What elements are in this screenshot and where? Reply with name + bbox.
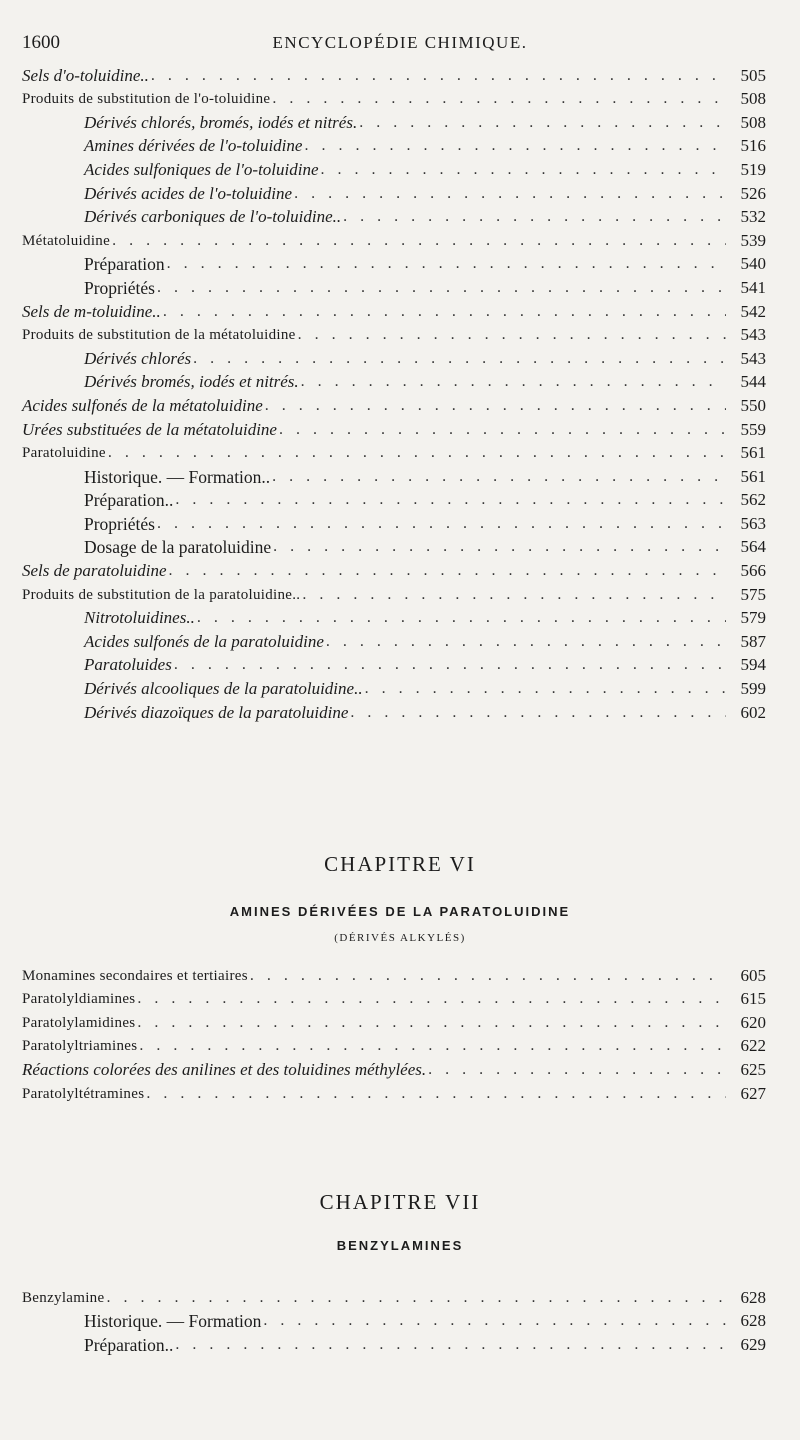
toc-entry: [22, 298, 766, 322]
toc-entry-page: 505: [740, 65, 766, 85]
toc-entry-page: 622: [740, 1036, 766, 1056]
dot-leader: [174, 655, 726, 675]
toc-entry: [22, 1284, 766, 1308]
toc-entry: [22, 1056, 766, 1080]
toc-entry-label: Sels de m-toluidine..: [22, 301, 161, 321]
toc-entry-label: Monamines secondaires et tertiaires: [22, 967, 248, 984]
toc-entry-page: 561: [740, 443, 766, 463]
toc-entry: [22, 322, 766, 346]
toc-entry-page: 629: [740, 1334, 766, 1354]
toc-entry: [22, 227, 766, 251]
toc-entry-label: Paratolylamidines: [22, 1014, 136, 1031]
toc-entry-label: Urées substituées de la métatoluidine: [22, 419, 277, 439]
toc-entry-label: Dérivés bromés, iodés et nitrés.: [84, 372, 299, 392]
dot-leader: [163, 302, 726, 322]
toc-entry-page: 627: [740, 1083, 766, 1103]
toc-entry: [22, 440, 766, 464]
toc-entry-page: 561: [740, 466, 766, 486]
toc-entry: [22, 487, 766, 511]
toc-entry: [22, 251, 766, 275]
dot-leader: [263, 1311, 726, 1331]
toc-entry-label: Dérivés acides de l'o-toluidine: [84, 183, 293, 203]
toc-entry-label: Historique. — Formation..: [84, 466, 271, 487]
toc-entry: [22, 581, 766, 605]
toc-entry-label: Paratolyltétramines: [22, 1085, 145, 1102]
dot-leader: [350, 703, 726, 723]
dot-leader: [359, 113, 726, 133]
toc-entry-label: Dérivés diazoïques de la paratoluidine: [84, 702, 349, 722]
dot-leader: [279, 420, 726, 440]
toc-entry-page: 628: [740, 1287, 766, 1307]
dot-leader: [175, 1335, 726, 1355]
toc-entry: [22, 86, 766, 110]
toc-entry: [22, 109, 766, 133]
toc-entry-page: 519: [740, 159, 766, 179]
toc-entry: [22, 675, 766, 699]
dot-leader: [302, 585, 726, 605]
toc-entry-label: Sels d'o-toluidine..: [22, 65, 149, 85]
toc-entry-label: Réactions colorées des anilines et des toluidines méthylées.: [22, 1059, 427, 1079]
toc-entry-page: 615: [740, 989, 766, 1009]
dot-leader: [250, 966, 726, 986]
toc-entry-label: Préparation..: [84, 1334, 174, 1355]
toc-entry-label: Préparation..: [84, 490, 174, 511]
dot-leader: [272, 89, 726, 109]
toc-entry-label: Nitrotoluidines..: [84, 608, 195, 628]
toc-entry-page: 599: [740, 679, 766, 699]
chapter-6-subtitle: AMINES DÉRIVÉES DE LA PARATOLUIDINE: [229, 904, 571, 919]
toc-entry-page: 559: [740, 419, 766, 439]
toc-entry-label: Paratoluidine: [22, 445, 106, 462]
toc-entry-label: Benzylamine: [22, 1289, 105, 1306]
toc-entry: [22, 962, 766, 986]
toc-entry: [22, 156, 766, 180]
toc-entry-label: Paratolyldiamines: [22, 991, 136, 1008]
toc-entry-page: 516: [740, 136, 766, 156]
toc-entry-page: 587: [740, 631, 766, 651]
dot-leader: [137, 1013, 726, 1033]
dot-leader: [151, 66, 726, 86]
toc-entry: [22, 557, 766, 581]
toc-entry: [22, 345, 766, 369]
dot-leader: [157, 278, 726, 298]
dot-leader: [193, 349, 726, 369]
toc-entry: [22, 1331, 766, 1355]
toc-entry-page: 562: [740, 490, 766, 510]
toc-entry-page: 605: [740, 965, 766, 985]
dot-leader: [294, 184, 726, 204]
dot-leader: [326, 632, 726, 652]
running-header: [22, 32, 778, 58]
toc-entry: [22, 416, 766, 440]
toc-entry: [22, 392, 766, 416]
toc-entry-page: 628: [740, 1311, 766, 1331]
toc-entry: [22, 1009, 766, 1033]
toc-entry-page: 625: [740, 1059, 766, 1079]
toc-entry: [22, 699, 766, 723]
toc-entry: [22, 534, 766, 558]
toc-entry-page: 540: [740, 254, 766, 274]
dot-leader: [137, 989, 726, 1009]
toc-entry: [22, 133, 766, 157]
toc-entry-label: Acides sulfonés de la paratoluidine: [84, 631, 324, 651]
dot-leader: [108, 443, 726, 463]
toc-entry-label: Dérivés alcooliques de la paratoluidine..: [84, 679, 363, 699]
toc-entry-page: 566: [740, 561, 766, 581]
dot-leader: [272, 467, 726, 487]
dot-leader: [301, 372, 726, 392]
dot-leader: [365, 679, 726, 699]
toc-entry-label: Produits de substitution de l'o-toluidine: [22, 91, 271, 108]
toc-entry: [22, 510, 766, 534]
dot-leader: [197, 608, 726, 628]
dot-leader: [168, 561, 726, 581]
toc-entry-label: Historique. — Formation: [84, 1311, 262, 1332]
dot-leader: [428, 1060, 726, 1080]
toc-entry-page: 539: [740, 230, 766, 250]
toc-entry: [22, 986, 766, 1010]
toc-section-chapter-7: [22, 1284, 766, 1355]
dot-leader: [304, 136, 726, 156]
toc-entry-page: 543: [740, 348, 766, 368]
toc-entry-label: Propriétés: [84, 277, 155, 298]
toc-entry-label: Amines dérivées de l'o-toluidine: [84, 136, 303, 156]
toc-entry-label: Métatoluidine: [22, 232, 111, 249]
toc-entry: [22, 369, 766, 393]
chapter-7-heading: CHAPITRE VII: [319, 1190, 481, 1214]
toc-entry-label: Préparation: [84, 254, 165, 275]
toc-entry-page: 542: [740, 301, 766, 321]
dot-leader: [343, 207, 726, 227]
toc-entry-page: 541: [740, 277, 766, 297]
toc-entry: [22, 180, 766, 204]
toc-entry-page: 543: [740, 325, 766, 345]
toc-entry-label: Dérivés carboniques de l'o-toluidine..: [84, 207, 342, 227]
toc-entry-page: 579: [740, 608, 766, 628]
dot-leader: [167, 254, 726, 274]
toc-entry-label: Paratolyltriamines: [22, 1038, 138, 1055]
toc-entry: [22, 463, 766, 487]
toc-entry: [22, 652, 766, 676]
toc-entry-label: Propriétés: [84, 513, 155, 534]
toc-entry-label: Paratoluides: [84, 655, 172, 675]
toc-entry-page: 508: [740, 112, 766, 132]
toc-entry-label: Dérivés chlorés, bromés, iodés et nitrés.: [84, 112, 358, 132]
toc-entry-label: Acides sulfonés de la métatoluidine: [22, 395, 263, 415]
toc-entry-page: 563: [740, 513, 766, 533]
toc-entry-page: 526: [740, 183, 766, 203]
running-title: ENCYCLOPÉDIE CHIMIQUE.: [272, 33, 528, 52]
dot-leader: [273, 537, 726, 557]
toc-entry-label: Dosage de la paratoluidine: [84, 537, 272, 558]
dot-leader: [139, 1036, 726, 1056]
toc-entry: [22, 274, 766, 298]
toc-entry-page: 532: [740, 207, 766, 227]
toc-entry-label: Produits de substitution de la paratoluidine..: [22, 586, 301, 603]
dot-leader: [106, 1288, 726, 1308]
dot-leader: [175, 490, 726, 510]
chapter-6-note: (DÉRIVÉS ALKYLÉS): [334, 932, 466, 944]
toc-entry-page: 544: [740, 372, 766, 392]
dot-leader: [146, 1084, 726, 1104]
toc-entry-label: Dérivés chlorés: [84, 348, 192, 368]
dot-leader: [265, 396, 726, 416]
toc-entry: [22, 628, 766, 652]
toc-entry-page: 594: [740, 655, 766, 675]
dot-leader: [321, 160, 726, 180]
dot-leader: [112, 231, 726, 251]
toc-entry: [22, 1308, 766, 1332]
toc-section-1: [22, 62, 766, 723]
toc-entry: [22, 204, 766, 228]
toc-entry-page: 550: [740, 395, 766, 415]
toc-entry: [22, 1080, 766, 1104]
toc-entry-page: 575: [740, 584, 766, 604]
toc-entry: [22, 62, 766, 86]
dot-leader: [157, 514, 726, 534]
toc-entry-page: 620: [740, 1012, 766, 1032]
toc-entry: [22, 605, 766, 629]
page-number: 1600: [22, 32, 60, 53]
chapter-6-heading: CHAPITRE VI: [324, 852, 476, 876]
toc-entry: [22, 1033, 766, 1057]
chapter-7-subtitle: BENZYLAMINES: [336, 1238, 464, 1253]
toc-section-chapter-6: [22, 962, 766, 1104]
toc-entry-label: Produits de substitution de la métatoluidine: [22, 327, 296, 344]
toc-entry-label: Acides sulfoniques de l'o-toluidine: [84, 159, 319, 179]
toc-entry-page: 602: [740, 702, 766, 722]
toc-entry-page: 508: [740, 89, 766, 109]
toc-entry-label: Sels de paratoluidine: [22, 561, 167, 581]
dot-leader: [298, 325, 726, 345]
toc-entry-page: 564: [740, 537, 766, 557]
